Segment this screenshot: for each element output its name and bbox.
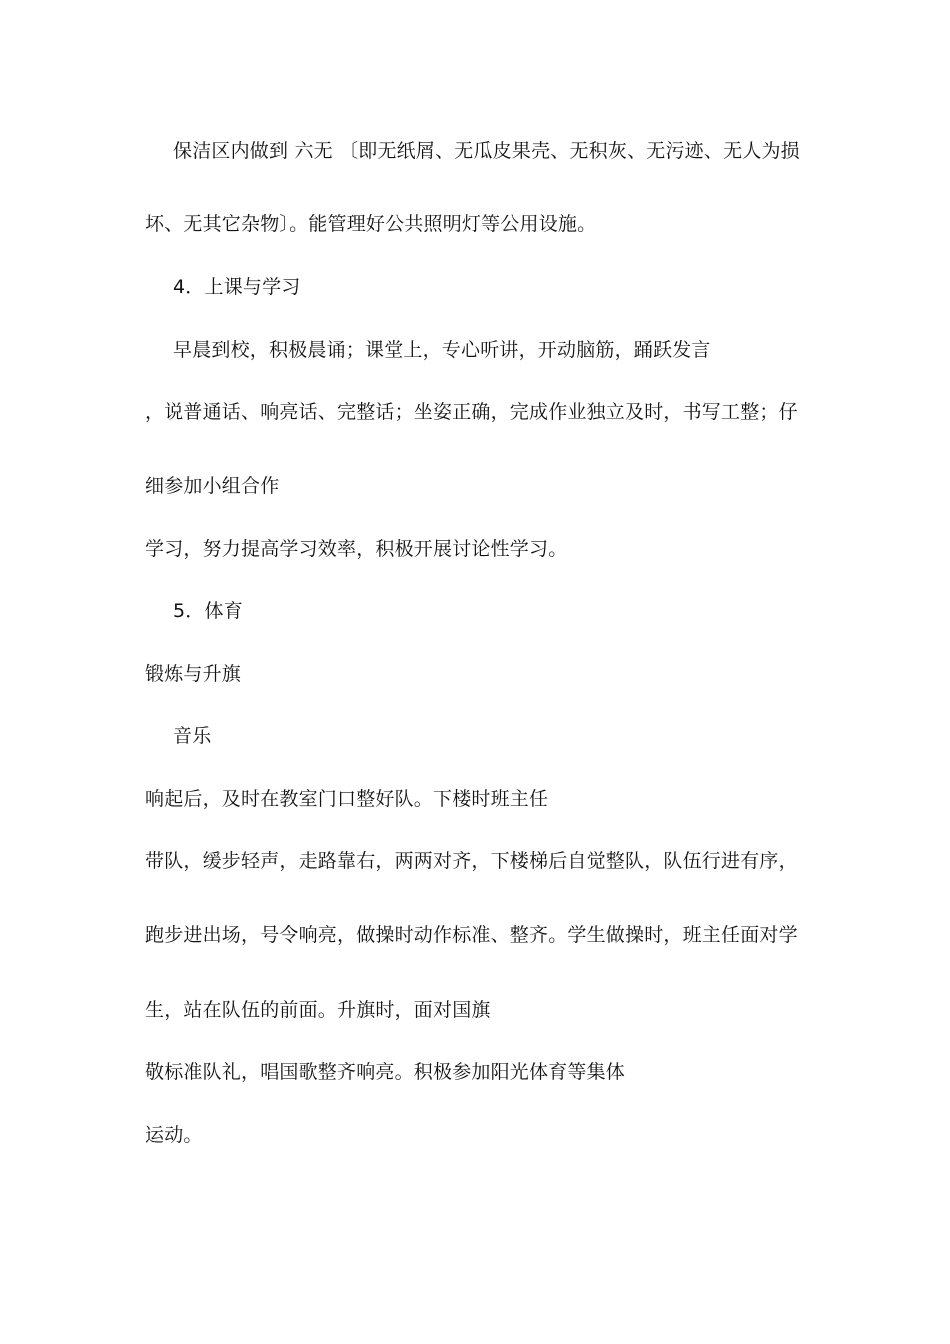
paragraph-line-14: 运动。 (145, 1124, 203, 1146)
paragraph-line-2: 坏、无其它杂物〕。能管理好公共照明灯等公用设施。 (145, 213, 597, 235)
paragraph-line-7: 锻炼与升旗 (145, 663, 242, 685)
paragraph-line-6: 学习，努力提高学习效率，积极开展讨论性学习。 (145, 538, 568, 560)
paragraph-line-3: 早晨到校，积极晨诵；课堂上，专心听讲，开动脑筋，踊跃发言 (173, 339, 711, 361)
paragraph-line-1: 保洁区内做到 六无 〔即无纸屑、无瓜皮果壳、无积灰、无污迹、无人为损 (173, 140, 800, 162)
paragraph-line-11: 跑步进出场，号令响亮，做操时动作标准、整齐。学生做操时，班主任面对学 (145, 924, 798, 946)
section-heading-5: 5．体育 (173, 600, 243, 622)
paragraph-line-12: 生，站在队伍的前面。升旗时，面对国旗 (145, 999, 491, 1021)
paragraph-line-13: 敬标准队礼，唱国歌整齐响亮。积极参加阳光体育等集体 (145, 1061, 626, 1083)
paragraph-line-4: ，说普通话、响亮话、完整话；坐姿正确，完成作业独立及时，书写工整；仔 (145, 401, 798, 423)
paragraph-line-9: 响起后，及时在教室门口整好队。下楼时班主任 (145, 788, 549, 810)
paragraph-line-5: 细参加小组合作 (145, 475, 280, 497)
paragraph-line-8: 音乐 (173, 725, 212, 747)
paragraph-line-10: 带队，缓步轻声，走路靠右，两两对齐，下楼梯后自觉整队，队伍行进有序， (145, 850, 798, 872)
section-heading-4: 4．上课与学习 (173, 276, 301, 298)
